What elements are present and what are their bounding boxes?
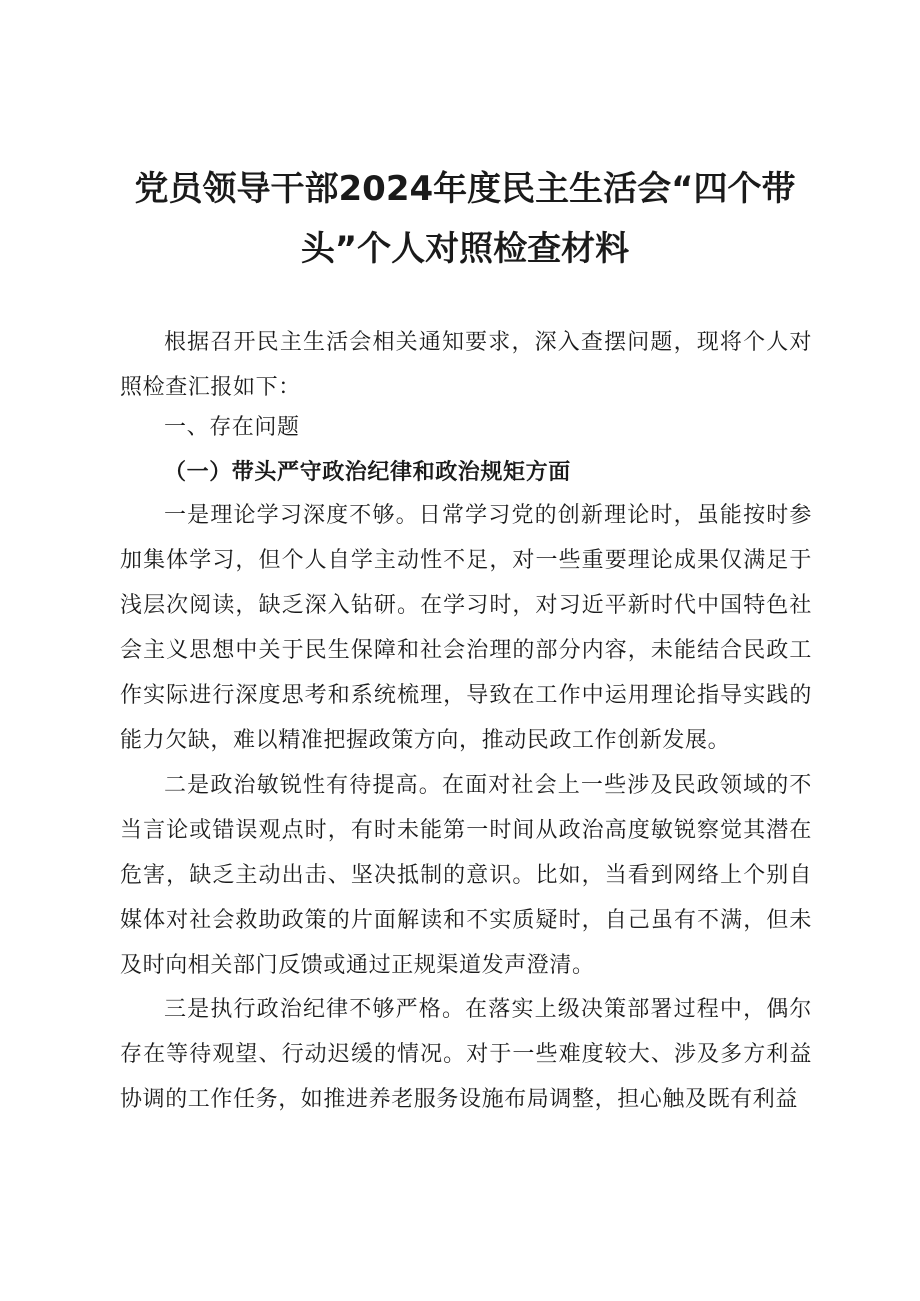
intro-paragraph: 根据召开民主生活会相关通知要求，深入查摆问题，现将个人对照检查汇报如下： — [120, 330, 812, 400]
body-paragraph-1: 一是理论学习深度不够。日常学习党的创新理论时，虽能按时参加集体学习，但个人自学主动性不足，对一些重要理论成果仅满足于浅层次阅读，缺乏深入钻研。在学习时，对习近平新时代中国特色社会主义思想中关于民生保障和社会治理的部分内容，未能结合民政工作实际进行深度思考和系统梳理，导致在工作中运用理论指导实践的能力欠缺，难以精准把握政策方向，推动民政工作创新发展。 — [120, 503, 812, 753]
body-paragraph-2: 二是政治敏锐性有待提高。在面对社会上一些涉及民政领域的不当言论或错误观点时，有时未能第一时间从政治高度敏锐察觉其潜在危害，缺乏主动出击、坚决抵制的意识。比如，当看到网络上个别自媒体对社会救助政策的片面解读和不实质疑时，自己虽有不满，但未及时向相关部门反馈或通过正规渠道发声澄清。 — [120, 773, 812, 978]
document-title-line-1: 党员领导干部2024年度民主生活会“四个带 — [134, 169, 796, 209]
subsection-heading-political-discipline: （一）带头严守政治纪律和政治规矩方面 — [164, 459, 571, 485]
section-heading-problems: 一、存在问题 — [164, 415, 300, 440]
body-paragraph-3: 三是执行政治纪律不够严格。在落实上级决策部署过程中，偶尔存在等待观望、行动迟缓的情况。对于一些难度较大、涉及多方利益协调的工作任务，如推进养老服务设施布局调整，担心触及既有利益 — [120, 997, 812, 1112]
document-title-line-2: 头”个人对照检查材料 — [300, 229, 630, 269]
